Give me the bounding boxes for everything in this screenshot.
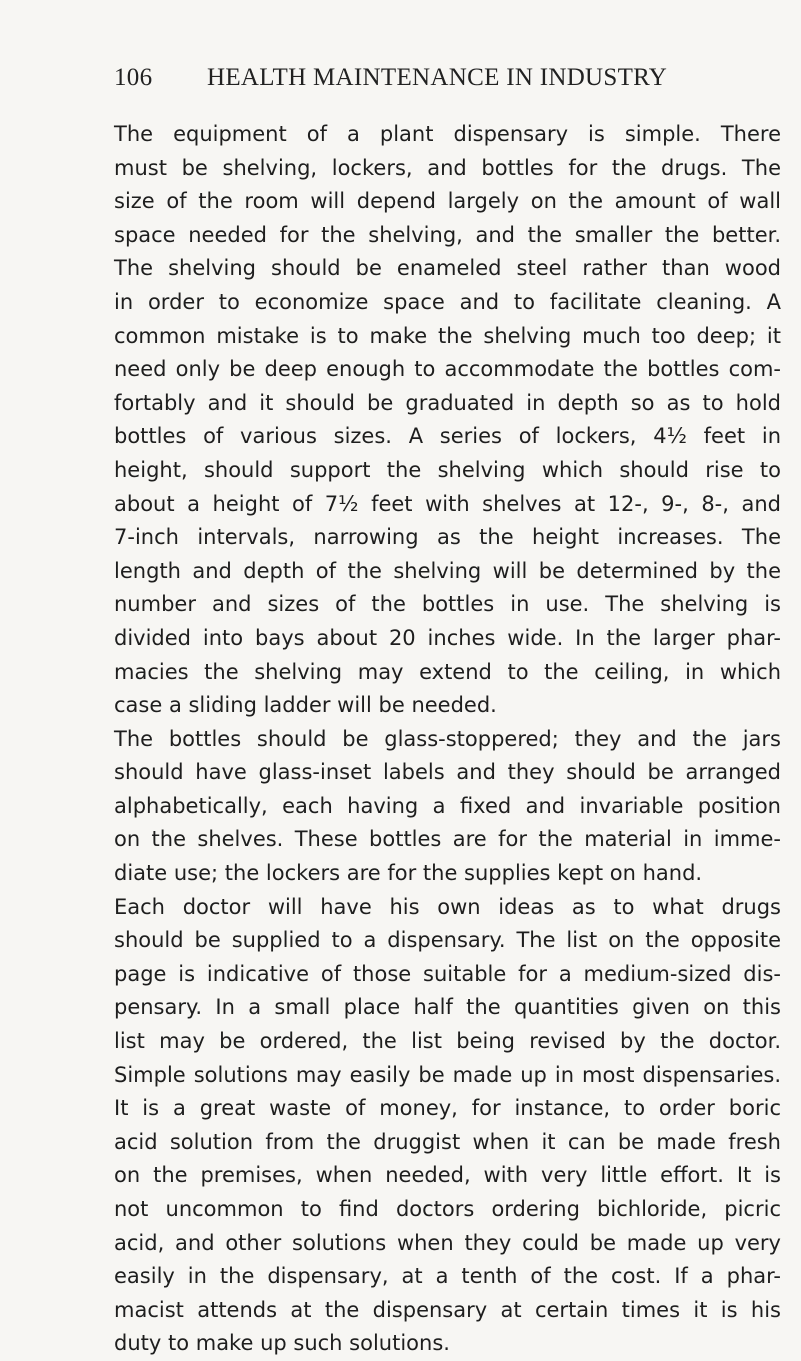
text-line: height, should support the shelving which should rise to — [114, 457, 781, 482]
text-line: 7-inch intervals, narrowing as the height increases. The — [114, 525, 781, 550]
text-line: fortably and it should be graduated in depth so as to hold — [114, 390, 781, 415]
text-line: case a sliding ladder will be needed. — [114, 693, 497, 718]
paragraph — [114, 891, 781, 1361]
text-line: in order to economize space and to facilitate cleaning. A — [114, 289, 781, 314]
text-line: Each doctor will have his own ideas as to what drugs — [114, 894, 781, 919]
running-head — [114, 64, 688, 104]
page-number: 106 — [114, 64, 153, 91]
paragraph — [114, 118, 781, 723]
text-line: acid solution from the druggist when it can be made fresh — [114, 1129, 781, 1154]
text-line: It is a great waste of money, for instance, to order boric — [114, 1096, 781, 1121]
text-line: duty to make up such solutions. — [114, 1331, 450, 1356]
text-line: size of the room will depend largely on the amount of wall — [114, 189, 781, 214]
running-head-title: HEALTH MAINTENANCE IN INDUSTRY — [207, 64, 668, 91]
text-line: The shelving should be enameled steel rather than wood — [114, 256, 781, 281]
text-line: number and sizes of the bottles in use. The shelving is — [114, 592, 781, 617]
paragraph — [114, 723, 781, 891]
text-line: on the shelves. These bottles are for the material in imme- — [114, 827, 781, 852]
text-line: should be supplied to a dispensary. The list on the opposite — [114, 928, 781, 953]
text-line: bottles of various sizes. A series of lockers, 4½ feet in — [114, 424, 781, 449]
text-line: easily in the dispensary, at a tenth of the cost. If a phar- — [114, 1264, 781, 1289]
body-text — [114, 118, 781, 1361]
text-line: not uncommon to find doctors ordering bichloride, picric — [114, 1197, 781, 1221]
text-line: must be shelving, lockers, and bottles for the drugs. The — [114, 155, 781, 180]
text-line: page is indicative of those suitable for a medium-sized dis- — [114, 961, 781, 986]
text-line: alphabetically, each having a fixed and invariable position — [114, 793, 781, 818]
text-line: diate use; the lockers are for the supplies kept on hand. — [114, 861, 703, 886]
text-line: common mistake is to make the shelving much too deep; it — [114, 323, 781, 348]
text-line: Simple solutions may easily be made up in most dispensaries. — [114, 1062, 781, 1087]
text-line: space needed for the shelving, and the smaller the better. — [114, 222, 781, 247]
text-line: list may be ordered, the list being revised by the doctor. — [114, 1029, 781, 1054]
text-line: length and depth of the shelving will be determined by the — [114, 558, 781, 583]
text-line: macist attends at the dispensary at certain times it is his — [114, 1297, 781, 1322]
text-line: The bottles should be glass-stoppered; they and the jars — [114, 726, 781, 751]
text-line: macies the shelving may extend to the ceiling, in which — [114, 659, 781, 684]
text-line: acid, and other solutions when they could be made up very — [114, 1230, 781, 1255]
text-line: on the premises, when needed, with very little effort. It is — [114, 1163, 781, 1188]
text-line: need only be deep enough to accommodate the bottles com- — [114, 357, 781, 382]
text-line: about a height of 7½ feet with shelves at 12-, 9-, 8-, and — [114, 491, 781, 516]
text-line: pensary. In a small place half the quantities given on this — [114, 995, 781, 1020]
text-line: should have glass-inset labels and they should be arranged — [114, 760, 781, 785]
text-line: divided into bays about 20 inches wide. In the larger phar- — [114, 625, 781, 650]
text-line: The equipment of a plant dispensary is simple. There — [114, 122, 781, 146]
